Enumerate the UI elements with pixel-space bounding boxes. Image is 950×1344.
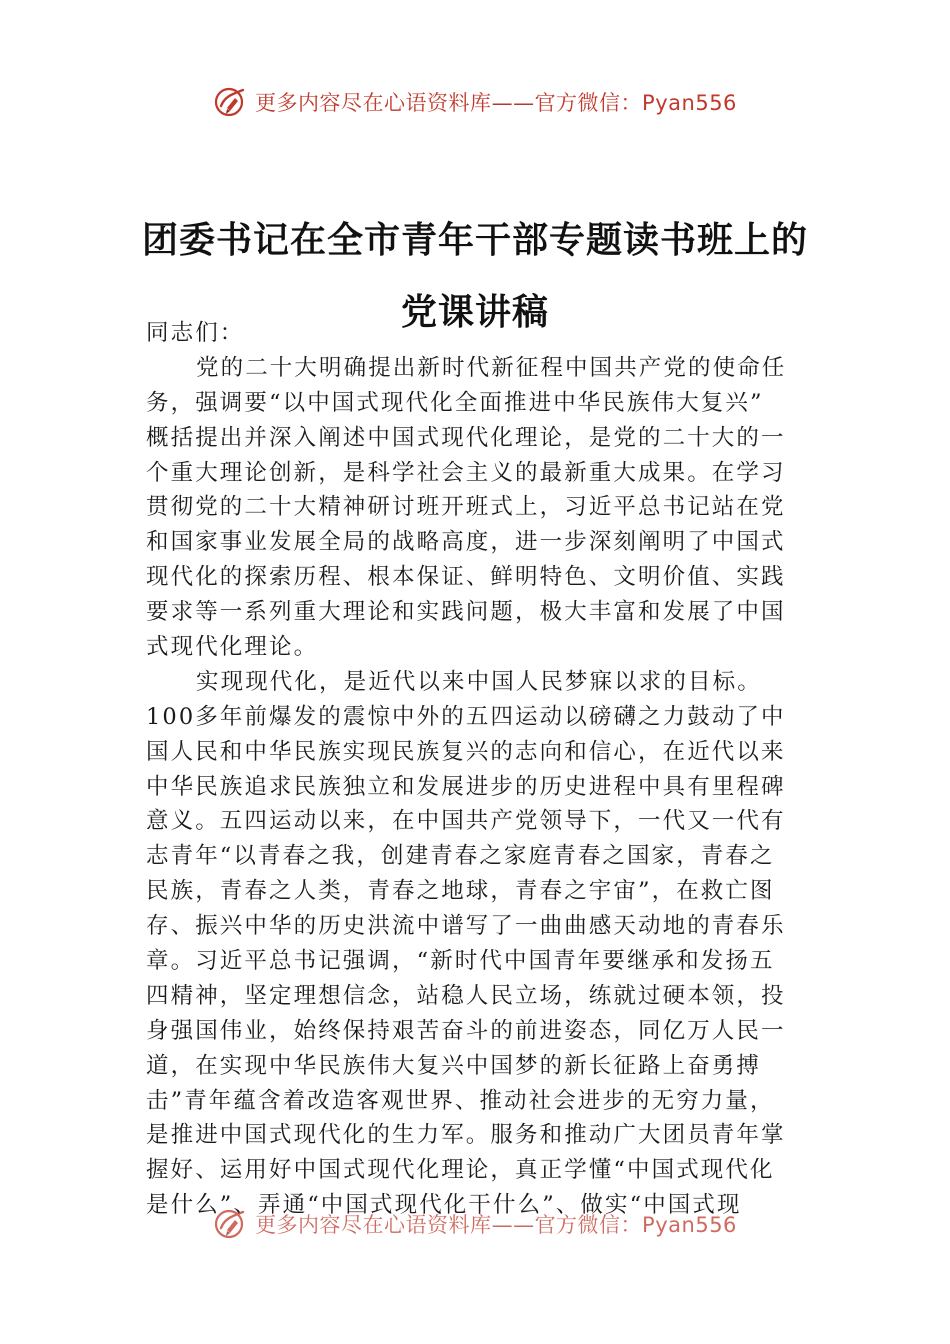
pen-logo-icon — [213, 84, 249, 120]
pen-logo-icon — [213, 1206, 249, 1242]
title-line-1: 团委书记在全市青年干部专题读书班上的 — [141, 219, 808, 262]
text-line: 是什么”、弄通“中国式现代化干什么”、做实“中国式现 — [146, 1192, 742, 1219]
text-line: 章。习近平总书记强调，“新时代中国青年要继承和发扬五 — [146, 948, 775, 975]
text-line: 和国家事业发展全局的战略高度，进一步深刻阐明了中国式 — [146, 529, 786, 556]
text-line: 要求等一系列重大理论和实践问题，极大丰富和发展了中国 — [146, 599, 786, 626]
text-line: 志青年“以青春之我，创建青春之家庭青春之国家，青春之 — [146, 843, 775, 870]
watermark-banner-top — [0, 82, 950, 122]
text-line: 贯彻党的二十大精神研讨班开班式上，习近平总书记站在党 — [146, 494, 786, 521]
text-line: 击”青年蕴含着改造客观世界、推动社会进步的无穷力量， — [146, 1087, 775, 1114]
text-line: 中华民族追求民族独立和发展进步的历史进程中具有里程碑 — [146, 773, 786, 800]
title-line-2: 党课讲稿 — [400, 291, 549, 334]
text-line: 党的二十大明确提出新时代新征程中国共产党的使命任 — [196, 354, 787, 381]
text-line: 四精神，坚定理想信念，站稳人民立场，练就过硬本领，投 — [146, 982, 786, 1009]
watermark-text: 更多内容尽在心语资料库——官方微信：Pyan556 — [255, 91, 737, 115]
text-line: 100多年前爆发的震惊中外的五四运动以磅礴之力鼓动了中 — [146, 703, 786, 730]
salutation: 同志们： — [146, 320, 245, 346]
watermark-text: 更多内容尽在心语资料库——官方微信：Pyan556 — [255, 1213, 737, 1237]
text-line: 道，在实现中华民族伟大复兴中国梦的新长征路上奋勇搏 — [146, 1052, 762, 1079]
text-line: 意义。五四运动以来，在中国共产党领导下，一代又一代有 — [146, 808, 786, 835]
text-line: 实现现代化，是近代以来中国人民梦寐以求的目标。 — [196, 668, 762, 695]
text-line: 务，强调要“以中国式现代化全面推进中华民族伟大复兴” — [146, 389, 764, 416]
document-body — [146, 316, 810, 1223]
text-line: 个重大理论创新，是科学社会主义的最新重大成果。在学习 — [146, 459, 786, 486]
text-line: 握好、运用好中国式现代化理论，真正学懂“中国式现代化 — [146, 1157, 775, 1184]
text-line: 是推进中国式现代化的生力军。服务和推动广大团员青年掌 — [146, 1122, 786, 1149]
text-line: 现代化的探索历程、根本保证、鲜明特色、文明价值、实践 — [146, 564, 786, 591]
watermark-banner-bottom — [0, 1204, 950, 1244]
text-line: 存、振兴中华的历史洪流中谱写了一曲曲感天动地的青春乐 — [146, 913, 786, 940]
text-line: 民族，青春之人类，青春之地球，青春之宇宙”，在救亡图 — [146, 878, 775, 905]
text-line: 身强国伟业，始终保持艰苦奋斗的前进姿态，同亿万人民一 — [146, 1017, 786, 1044]
text-line: 概括提出并深入阐述中国式现代化理论，是党的二十大的一 — [146, 424, 786, 451]
text-line: 国人民和中华民族实现民族复兴的志向和信心，在近代以来 — [146, 738, 786, 765]
text-line: 式现代化理论。 — [146, 634, 319, 661]
